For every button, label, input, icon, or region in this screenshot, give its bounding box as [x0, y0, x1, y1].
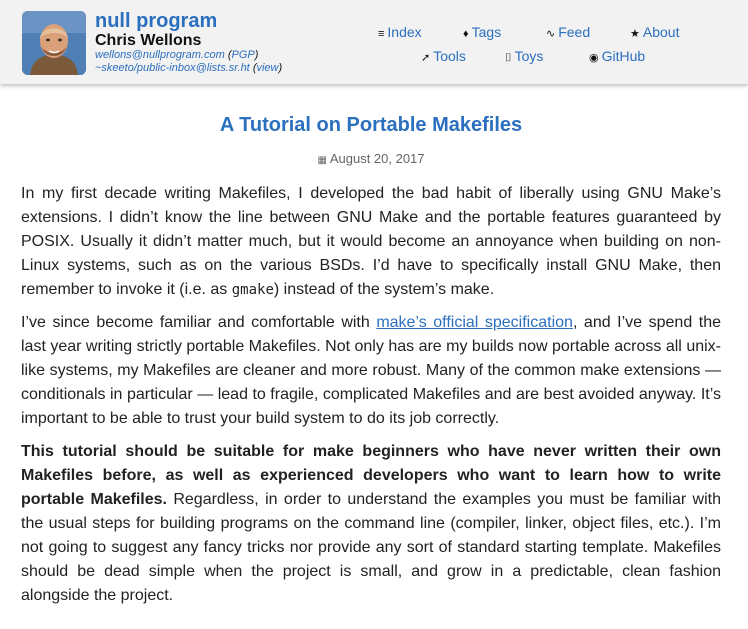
nav-github-label: GitHub [601, 48, 646, 64]
nav-feed[interactable] [546, 24, 590, 42]
article-date [21, 151, 721, 169]
pgp-link[interactable]: PGP [231, 49, 255, 61]
wrench-icon: ➚ [421, 52, 431, 64]
calendar-icon: ▦ [317, 155, 327, 166]
rss-icon: ∿ [546, 28, 556, 40]
nav-index-label: Index [387, 24, 422, 40]
p2-text-b: , and I’ve spend the last year writing strictly portable Makefiles. Not only has are my builds now portable across all unix-like systems, my Makefiles are cleaner and more robust. Many of the common make extensions — conditionals in particular — lead to fragile, complicated Makefiles and are best avoided anyway. It’s important to be able to trust your build system to do its job correctly. [21, 314, 722, 427]
email-line [95, 49, 258, 62]
cup-icon: ⌷ [505, 52, 512, 64]
date-text: August 20, 2017 [329, 151, 425, 166]
nav-tags-label: Tags [471, 24, 502, 40]
tag-icon: ♦ [463, 28, 469, 40]
p1-text-a: In my first decade writing Makefiles, I developed the bad habit of liberally using GNU Make’s extensions. I didn’t know the line between GNU Make and the portable features guaranteed by POSIX. Usually it didn’t matter much, but it would become an annoyance when building on non-Linux systems, such as on the various BSDs. I’d have to specifically install GNU Make, then remember to invoke it (i.e. as [21, 185, 721, 298]
article [21, 108, 721, 608]
view-link[interactable]: view [256, 62, 279, 74]
make-spec-link[interactable]: make’s official specification [376, 314, 573, 331]
nav-toys-label: Toys [514, 48, 544, 64]
article-title: A Tutorial on Portable Makefiles [219, 114, 523, 136]
paren-close: ) [254, 49, 259, 61]
github-icon: ◉ [589, 52, 599, 64]
nav-about-label: About [642, 24, 680, 40]
nav-about[interactable] [630, 24, 679, 42]
nav-toys[interactable] [505, 48, 543, 66]
list-line [95, 62, 282, 75]
site-header [0, 0, 748, 84]
p3-text: Regardless, in order to understand the examples you must be familiar with the usual steps for building programs on the command line (compiler, linker, object files, etc.). I’m not going to suggest any fancy tricks nor provide any sort of standard starting template. Makefiles should be dead simple when the project is small, and grow in a predictable, clean fashion alongside the project. [21, 491, 722, 604]
author-name: Chris Wellons [95, 32, 202, 49]
paren-close: ) [278, 62, 283, 74]
p1-code: gmake [231, 282, 274, 298]
star-icon: ★ [630, 28, 640, 40]
site-title[interactable]: null program [95, 10, 218, 32]
paren-open: ( [252, 62, 257, 74]
paragraph-2 [21, 311, 721, 431]
p1-text-b: ) instead of the system’s make. [273, 281, 495, 298]
paragraph-1 [21, 182, 721, 302]
nav-tags[interactable] [463, 24, 501, 42]
mailing-list-link[interactable]: ~skeeto/public-inbox@lists.sr.ht [95, 62, 250, 74]
email-link[interactable]: wellons@nullprogram.com [95, 49, 225, 61]
nav-tools[interactable] [421, 48, 466, 66]
paren-open: ( [227, 49, 232, 61]
list-icon: ≡ [378, 28, 385, 40]
avatar[interactable] [22, 11, 86, 75]
nav-tools-label: Tools [433, 48, 466, 64]
nav-feed-label: Feed [558, 24, 591, 40]
p2-text-a: I’ve since become familiar and comfortable with [21, 314, 377, 331]
nav-github[interactable] [589, 48, 645, 66]
avatar-photo [22, 11, 86, 75]
nav-index[interactable] [378, 24, 422, 42]
p3-bold-text: This tutorial should be suitable for make beginners who have never written their own Makefiles before, as well as experienced developers who want to learn how to write portable Makefiles. [21, 443, 721, 508]
paragraph-3 [21, 440, 721, 608]
